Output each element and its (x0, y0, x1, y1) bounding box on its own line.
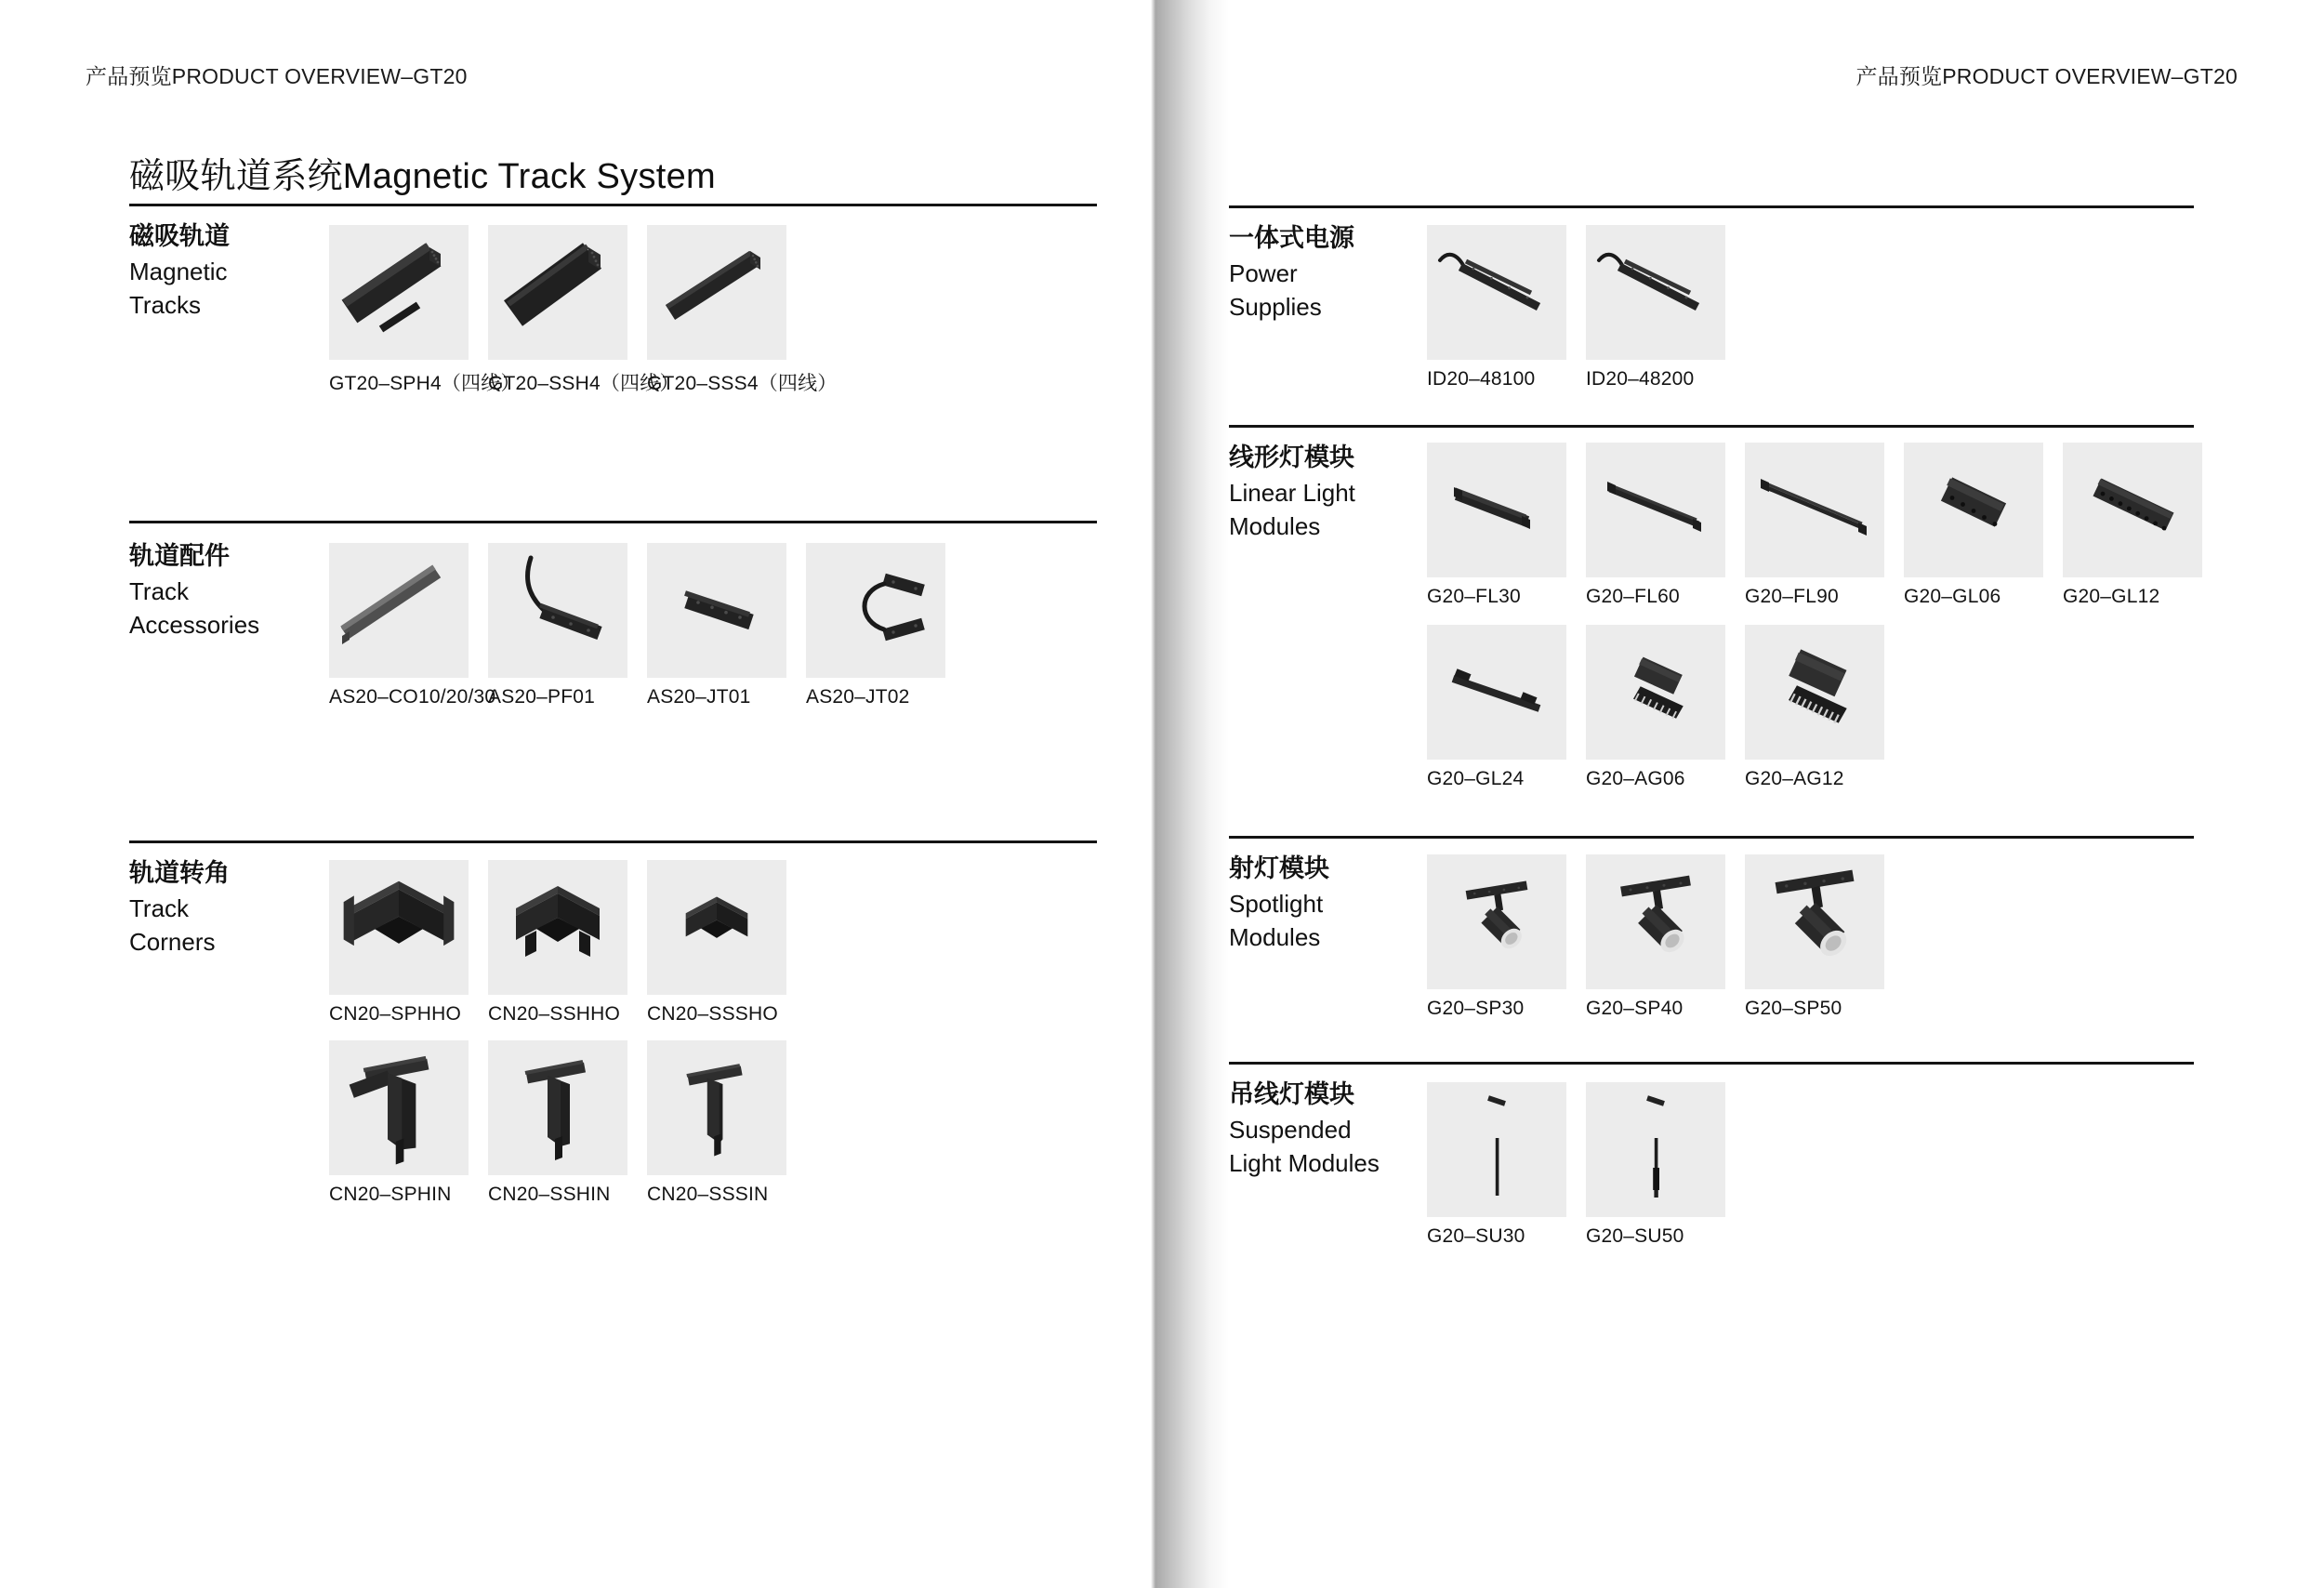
track-surface-product-image (488, 225, 627, 360)
section-label-en: Linear Light (1229, 479, 1355, 507)
product-tile (1586, 854, 1725, 989)
section-label (1229, 852, 1329, 954)
product-tile (488, 860, 627, 995)
spot-50-product-image (1745, 854, 1884, 989)
section-label-zh: 轨道配件 (129, 542, 230, 570)
product-cell (1427, 443, 1566, 608)
product-cell (329, 860, 469, 1026)
section-label-en: Power (1229, 259, 1298, 287)
product-label: G20–FL60 (1586, 586, 1680, 607)
product-label: G20–FL30 (1427, 586, 1521, 607)
product-tile (329, 1040, 469, 1175)
product-tile (329, 225, 469, 360)
section-label-en: Modules (1229, 512, 1321, 540)
product-cell (1586, 443, 1725, 608)
corner-in-sh-product-image (488, 1040, 627, 1175)
corner-in-ss-product-image (647, 1040, 786, 1175)
product-tile (2063, 443, 2202, 577)
product-cell (1904, 443, 2043, 608)
product-tile (647, 1040, 786, 1175)
product-label: CN20–SPHHO (329, 1003, 462, 1025)
section-label (1229, 441, 1355, 543)
product-tile (647, 860, 786, 995)
section-label-en: Corners (129, 928, 216, 956)
page-header-left: 产品预览PRODUCT OVERVIEW–GT20 (86, 64, 468, 88)
product-label: ID20–48200 (1586, 368, 1695, 390)
product-label: CN20–SSHIN (488, 1184, 611, 1205)
pendant-50-product-image (1586, 1082, 1725, 1217)
section-label-zh: 线形灯模块 (1229, 443, 1354, 471)
product-row (1427, 625, 1904, 790)
product-tile (1904, 443, 2043, 577)
product-cell (1586, 1082, 1725, 1248)
linear-90-product-image (1745, 443, 1884, 577)
page-header-right: 产品预览PRODUCT OVERVIEW–GT20 (1855, 64, 2238, 88)
cover-strip-product-image (329, 543, 469, 678)
page-title: 磁吸轨道系统Magnetic Track System (129, 157, 716, 196)
product-row (1427, 443, 2222, 608)
corner-out-sh-product-image (488, 860, 627, 995)
product-label: CN20–SSSIN (647, 1184, 769, 1205)
corner-out-ph-product-image (329, 860, 469, 995)
linear-30-product-image (1427, 443, 1566, 577)
product-cell (1745, 854, 1884, 1020)
product-cell (488, 860, 627, 1026)
product-cell (1586, 854, 1725, 1020)
section-label-zh: 磁吸轨道 (129, 222, 230, 250)
track-recessed-product-image (329, 225, 469, 360)
section-label-en: Accessories (129, 611, 260, 639)
section-divider (129, 521, 1097, 523)
title-underline (129, 204, 1097, 206)
product-label: ID20–48100 (1427, 368, 1536, 390)
product-row (1427, 225, 1745, 390)
section-divider (1229, 425, 2194, 428)
product-tile (329, 543, 469, 678)
product-tile (1427, 225, 1566, 360)
psu-product-image (1427, 225, 1566, 360)
grille-12-product-image (2063, 443, 2202, 577)
product-label: AS20–JT02 (806, 686, 910, 708)
product-label: G20–GL12 (2063, 586, 2160, 607)
corner-out-ss-product-image (647, 860, 786, 995)
corner-in-ph-product-image (329, 1040, 469, 1175)
product-cell (488, 225, 680, 396)
product-tile (1427, 1082, 1566, 1217)
product-tile (1745, 443, 1884, 577)
product-label: G20–SP50 (1745, 998, 1842, 1019)
section-label-en: Spotlight (1229, 890, 1324, 918)
product-cell (647, 1040, 786, 1206)
product-tile (488, 225, 627, 360)
product-label: CN20–SPHIN (329, 1184, 452, 1205)
spot-30-product-image (1427, 854, 1566, 989)
product-row (329, 860, 806, 1026)
product-tile (1745, 625, 1884, 760)
product-cell (806, 543, 945, 708)
ag-12-product-image (1745, 625, 1884, 760)
section-label-zh: 吊线灯模块 (1229, 1080, 1354, 1108)
power-feed-product-image (488, 543, 627, 678)
linear-60-product-image (1586, 443, 1725, 577)
product-tile (647, 543, 786, 678)
pendant-30-product-image (1427, 1082, 1566, 1217)
spot-40-product-image (1586, 854, 1725, 989)
section-label (129, 856, 230, 959)
product-label: G20–GL24 (1427, 768, 1525, 789)
section-label (1229, 1078, 1380, 1180)
section-divider (1229, 836, 2194, 839)
product-cell (329, 1040, 469, 1206)
product-tile (1586, 625, 1725, 760)
product-cell (1427, 1082, 1566, 1248)
page-fold (1151, 0, 1229, 1588)
product-label: AS20–JT01 (647, 686, 751, 708)
product-cell (1745, 625, 1884, 790)
product-label: G20–SP30 (1427, 998, 1525, 1019)
section-label (1229, 221, 1354, 324)
product-tile (1427, 443, 1566, 577)
section-divider (1229, 1062, 2194, 1065)
product-cell (647, 860, 786, 1026)
product-row (1427, 854, 1904, 1020)
product-row (329, 543, 965, 708)
product-label: G20–AG12 (1745, 768, 1844, 789)
ag-06-product-image (1586, 625, 1725, 760)
section-label (129, 539, 259, 642)
psu-product-image (1586, 225, 1725, 360)
product-cell (329, 225, 521, 396)
section-label-zh: 轨道转角 (129, 859, 230, 887)
track-slim-product-image (647, 225, 786, 360)
product-label: AS20–CO10/20/30 (329, 686, 496, 708)
product-tile (329, 860, 469, 995)
section-label-en: Track (129, 577, 190, 605)
flex-joint-product-image (806, 543, 945, 678)
product-tile (806, 543, 945, 678)
product-label: G20–AG06 (1586, 768, 1685, 789)
product-label: GT20–SPH4（四线） (329, 373, 521, 394)
product-tile (1745, 854, 1884, 989)
section-label (129, 219, 230, 322)
section-label-en: Modules (1229, 923, 1321, 951)
section-divider (129, 840, 1097, 843)
product-cell (1427, 225, 1566, 390)
section-divider (1229, 205, 2194, 208)
section-label-en: Track (129, 894, 190, 922)
product-cell (329, 543, 496, 708)
product-tile (488, 543, 627, 678)
product-label: CN20–SSSHO (647, 1003, 778, 1025)
section-label-en: Tracks (129, 291, 202, 319)
product-cell (1745, 443, 1884, 608)
section-label-zh: 射灯模块 (1229, 854, 1329, 882)
product-cell (1427, 854, 1566, 1020)
product-label: GT20–SSH4（四线） (488, 373, 680, 394)
product-tile (1427, 854, 1566, 989)
section-label-zh: 一体式电源 (1229, 224, 1354, 252)
section-label-en: Magnetic (129, 258, 228, 285)
product-cell (1586, 625, 1725, 790)
product-cell (488, 1040, 627, 1206)
product-label: G20–FL90 (1745, 586, 1839, 607)
section-label-en: Suspended (1229, 1116, 1352, 1144)
product-label: G20–GL06 (1904, 586, 2001, 607)
grille-24-product-image (1427, 625, 1566, 760)
grille-06-product-image (1904, 443, 2043, 577)
product-tile (1586, 443, 1725, 577)
product-cell (488, 543, 627, 708)
product-tile (1586, 225, 1725, 360)
section-label-en: Light Modules (1229, 1149, 1380, 1177)
product-label: CN20–SSHHO (488, 1003, 621, 1025)
product-cell (1586, 225, 1725, 390)
product-label: AS20–PF01 (488, 686, 596, 708)
section-label-en: Supplies (1229, 293, 1322, 321)
product-cell (647, 225, 838, 396)
product-label: G20–SU30 (1427, 1225, 1525, 1247)
product-tile (647, 225, 786, 360)
product-label: GT20–SSS4（四线） (647, 373, 838, 394)
product-row (329, 225, 838, 396)
product-cell (647, 543, 786, 708)
product-row (1427, 1082, 1745, 1248)
product-cell (1427, 625, 1566, 790)
product-cell (2063, 443, 2202, 608)
product-tile (1427, 625, 1566, 760)
product-tile (488, 1040, 627, 1175)
joint-product-image (647, 543, 786, 678)
product-row (329, 1040, 806, 1206)
product-tile (1586, 1082, 1725, 1217)
product-label: G20–SP40 (1586, 998, 1684, 1019)
product-label: G20–SU50 (1586, 1225, 1684, 1247)
